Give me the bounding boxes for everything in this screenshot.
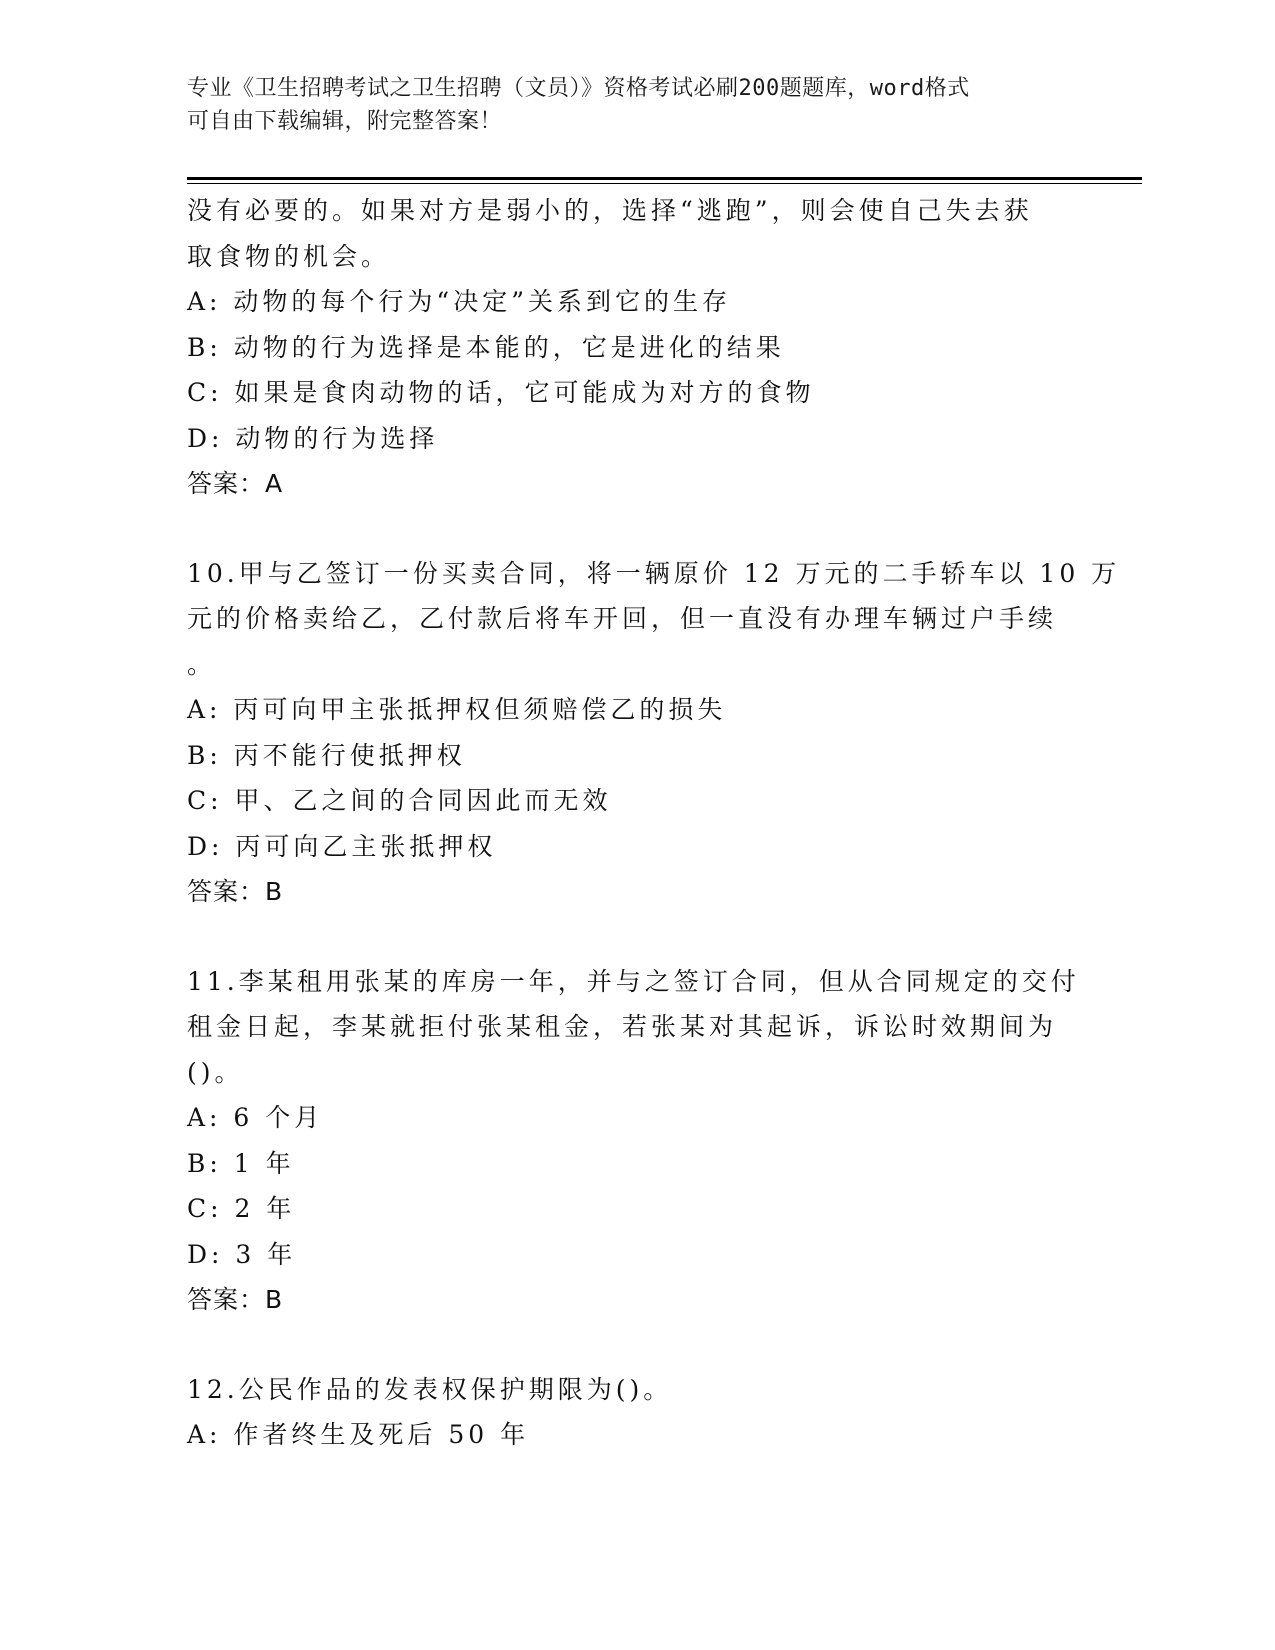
question-text-line: 。 <box>187 649 217 679</box>
question-list <box>187 188 1121 1458</box>
header-title-line: 专业《卫生招聘考试之卫生招聘（文员）》资格考试必刷200题题库，word格式 <box>187 76 970 101</box>
option-b: B: 动物的行为选择是本能的，它是进化的结果 <box>187 332 785 362</box>
answer-line: 答案：B <box>187 1285 284 1314</box>
option-d: D: 3 年 <box>187 1239 297 1269</box>
question-continued <box>187 188 1067 507</box>
option-b: B: 1 年 <box>187 1148 295 1178</box>
option-c: C: 如果是食肉动物的话，它可能成为对方的食物 <box>187 378 815 407</box>
question-text-line: 10.甲与乙签订一份买卖合同，将一辆原价 12 万元的二手轿车以 10 万 <box>187 558 1121 588</box>
question-text-line: 11.李某租用张某的库房一年，并与之签订合同，但从合同规定的交付 <box>187 966 1080 996</box>
question-text-line: 取食物的机会。 <box>187 241 391 271</box>
header-divider-thin <box>187 183 1142 184</box>
option-d: D: 丙可向乙主张抵押权 <box>187 831 497 861</box>
option-c: C: 2 年 <box>187 1194 296 1223</box>
header-subtitle-line: 可自由下载编辑，附完整答案！ <box>187 109 503 134</box>
spacer <box>187 1323 1067 1367</box>
option-a: A: 作者终生及死后 50 年 <box>187 1420 530 1449</box>
spacer <box>187 507 1067 551</box>
spacer <box>187 915 1067 959</box>
question-text-line: 没有必要的。如果对方是弱小的，选择“逃跑”，则会使自己失去获 <box>187 196 1033 225</box>
question-12 <box>187 1367 1067 1458</box>
question-text-line: 12.公民作品的发表权保护期限为()。 <box>187 1374 673 1404</box>
option-b: B: 丙不能行使抵押权 <box>187 740 466 770</box>
option-d: D: 动物的行为选择 <box>187 423 439 453</box>
question-10 <box>187 551 1121 915</box>
header-divider-thick <box>187 177 1142 180</box>
option-c: C: 甲、乙之间的合同因此而无效 <box>187 786 612 815</box>
question-text-line: ()。 <box>187 1057 244 1087</box>
option-a: A: 动物的每个行为“决定”关系到它的生存 <box>187 287 731 316</box>
answer-line: 答案：B <box>187 877 284 906</box>
question-text-line: 租金日起，李某就拒付张某租金，若张某对其起诉，诉讼时效期间为 <box>187 1012 1058 1041</box>
document-header <box>187 72 1067 138</box>
question-text-line: 元的价格卖给乙，乙付款后将车开回，但一直没有办理车辆过户手续 <box>187 604 1058 633</box>
answer-line: 答案：A <box>187 469 284 498</box>
question-11 <box>187 959 1080 1323</box>
option-a: A: 丙可向甲主张抵押权但须赔偿乙的损失 <box>187 695 727 724</box>
option-a: A: 6 个月 <box>187 1103 324 1132</box>
